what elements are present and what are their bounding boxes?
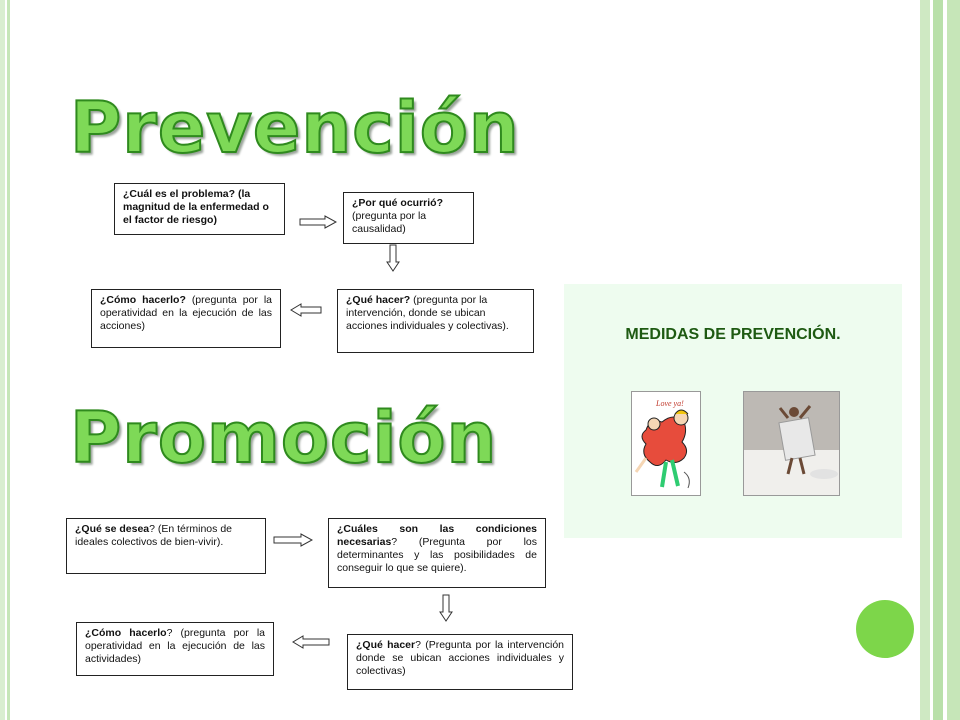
- panel-title: MEDIDAS DE PREVENCIÓN.: [625, 326, 841, 343]
- promocion-box-conditions-bold: ¿Cuáles son las condiciones necesarias: [337, 523, 537, 548]
- arrow-right-icon: [299, 215, 337, 229]
- prevention-measures-panel: [564, 284, 902, 538]
- prevencion-box-how-text: (pregunta por la operatividad en la ejecución de las acciones): [100, 294, 272, 332]
- prevencion-box-what-text: (pregunta por la intervención, donde se ubican acciones individuales y colectivas).: [346, 294, 509, 332]
- arrow-left-icon: [290, 303, 322, 317]
- promocion-box-desire-bold: ¿Qué se desea: [75, 523, 150, 535]
- prevencion-box-cause: [343, 192, 474, 244]
- arrow-right-icon: [273, 533, 313, 547]
- promocion-box-conditions: [328, 518, 546, 588]
- prevencion-box-how: [91, 289, 281, 348]
- prevencion-box-problem-bold: ¿Cuál es el problema? (la magnitud de la enfermedad o el factor de riesgo): [123, 188, 269, 226]
- promocion-box-desire: [66, 518, 266, 574]
- promocion-box-what-bold: ¿Qué hacer: [356, 639, 416, 651]
- promocion-box-how-text: ? (pregunta por la operatividad en la ejecución de las actividades): [85, 627, 266, 665]
- promocion-box-what: [347, 634, 573, 690]
- arrow-left-icon: [292, 635, 330, 649]
- promocion-box-conditions-text: ? (Pregunta por los determinantes y las posibilidades de conseguir lo que se quiere).: [337, 536, 537, 574]
- decorative-green-circle: [856, 600, 914, 658]
- cartoon-couple-image: [631, 391, 701, 496]
- bedroom-photo-image: [743, 391, 840, 496]
- prevencion-box-what: [337, 289, 534, 353]
- prevencion-box-cause-text: (pregunta por la causalidad): [352, 210, 427, 235]
- prevencion-title: Prevención: [70, 87, 520, 169]
- right-frame-stripes: [916, 0, 960, 720]
- left-frame-stripes: [0, 0, 10, 720]
- prevencion-box-what-bold: ¿Qué hacer?: [346, 294, 411, 306]
- prevencion-box-cause-bold: ¿Por qué ocurrió?: [352, 197, 444, 209]
- arrow-down-icon: [386, 244, 400, 272]
- prevencion-box-how-bold: ¿Cómo hacerlo?: [100, 294, 186, 306]
- promocion-title: Promoción: [70, 397, 498, 479]
- promocion-box-how: [76, 622, 274, 676]
- promocion-box-what-text: ? (Pregunta por la intervención donde se ubican acciones individuales y colectivas): [356, 639, 564, 677]
- arrow-down-icon: [439, 594, 453, 622]
- promocion-box-how-bold: ¿Cómo hacerlo: [85, 627, 167, 639]
- promocion-box-desire-text: ? (En términos de ideales colectivos de bien-vivir).: [75, 523, 232, 548]
- cartoon-text: Love ya!: [656, 399, 684, 408]
- prevencion-box-problem: [114, 183, 285, 235]
